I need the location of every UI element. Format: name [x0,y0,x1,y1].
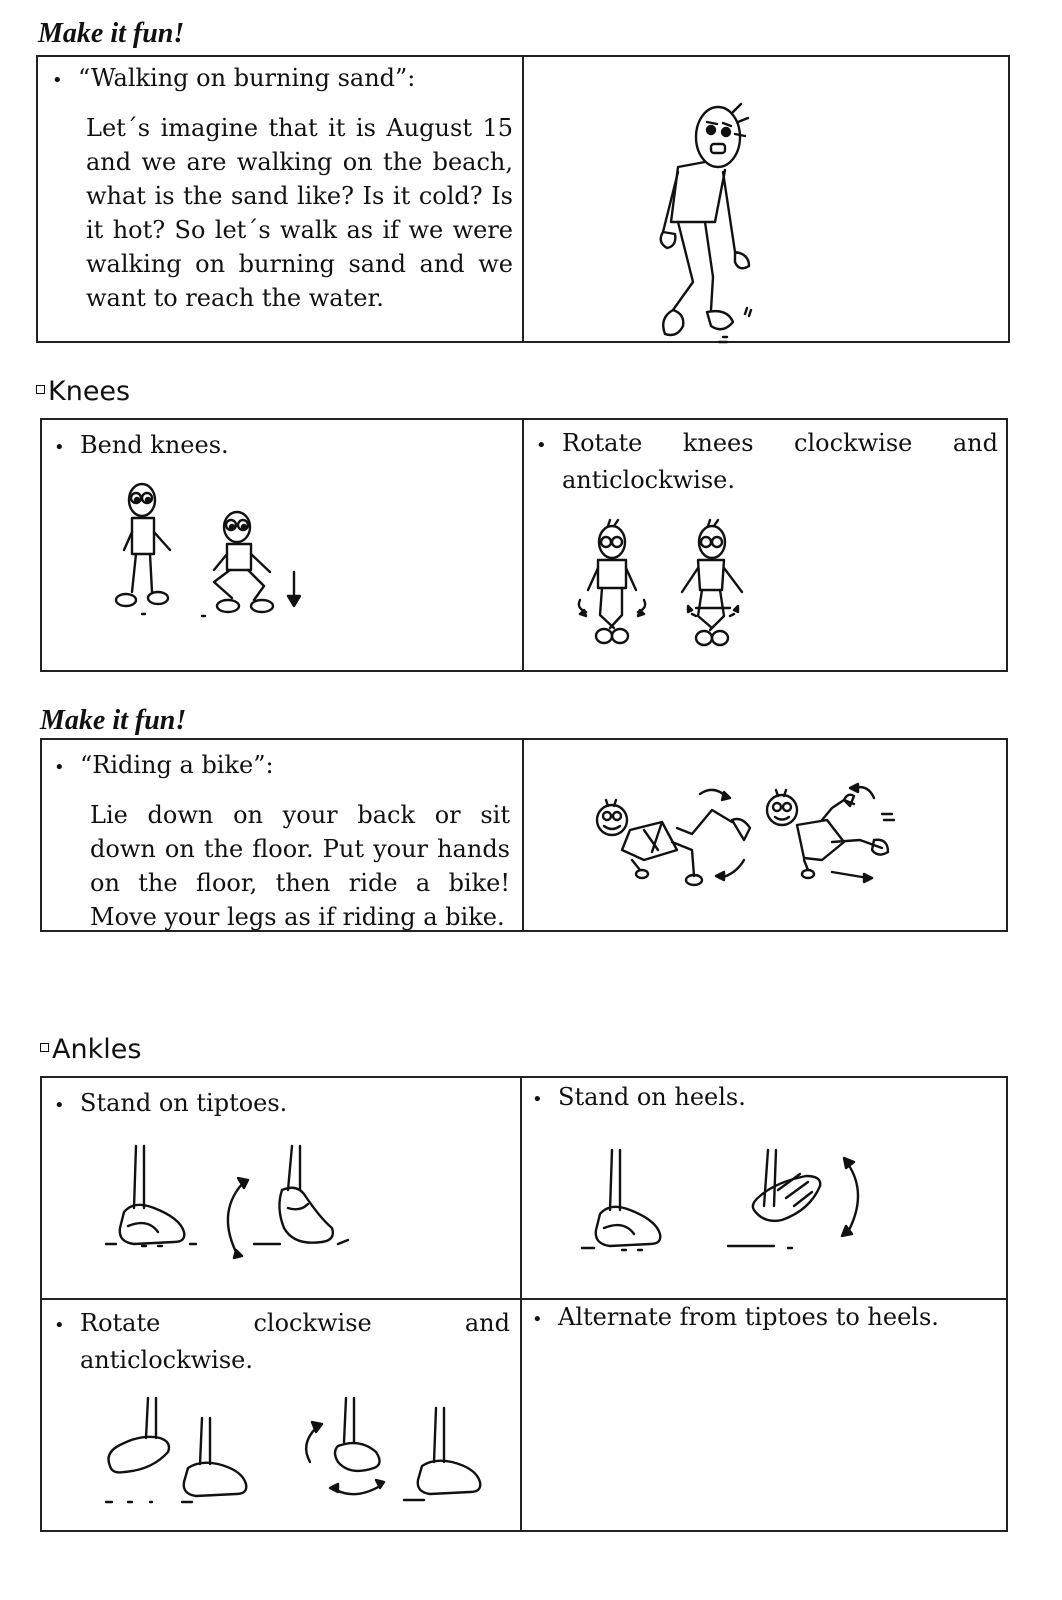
bullet: • [532,1089,543,1110]
section-marker-icon [40,1043,49,1052]
make-it-fun-heading-2: Make it fun! [40,705,187,736]
knees-section-heading [36,376,130,407]
rotate-ankles-illustration [102,1398,502,1518]
riding-bike-illustration [582,780,902,900]
tiptoes-text [54,1086,287,1123]
rotate-knees-illustration [572,520,772,660]
walking-figure-illustration [623,92,763,332]
rotate-knees-line1: Rotate knees clockwise and [562,429,998,457]
bend-knees-illustration [102,482,322,622]
rotate-ankles-text [54,1306,510,1377]
bullet: • [54,1315,65,1336]
bullet: • [54,757,65,778]
knees-box [40,418,1008,672]
rotate-ankles-line1: Rotate clockwise and [80,1309,510,1337]
ankles-section-heading [40,1034,141,1065]
rotate-ankles-line2: anticlockwise. [80,1346,254,1374]
burning-sand-box [36,55,1010,343]
column-divider [522,420,524,670]
column-divider [522,57,524,341]
ankles-box [40,1076,1008,1532]
bullet: • [52,70,63,91]
bend-knees-label: Bend knees. [80,431,229,459]
ankles-heading-text: Ankles [52,1034,142,1065]
section-marker-icon [36,385,45,394]
column-divider [522,740,524,930]
tiptoes-illustration [102,1146,362,1266]
riding-bike-box [40,738,1008,932]
heels-label: Stand on heels. [558,1083,746,1111]
burning-sand-title [52,61,415,98]
riding-bike-paragraph: Lie down on your back or sit down on the floor. Put your hands on the floor, then ride a bike! Move your legs as if riding a bike. [90,801,510,931]
burning-sand-title-text: “Walking on burning sand”: [78,64,416,92]
make-it-fun-heading-1: Make it fun! [38,18,185,49]
riding-bike-title [54,748,274,785]
alternate-label: Alternate from tiptoes to heels. [558,1303,939,1331]
alternate-text [532,1300,939,1337]
bullet: • [54,1095,65,1116]
knees-heading-text: Knees [48,376,131,407]
tiptoes-label: Stand on tiptoes. [80,1089,288,1117]
bend-knees-text [54,428,229,465]
bullet: • [54,437,65,458]
bullet: • [532,1309,543,1330]
riding-bike-title-text: “Riding a bike”: [80,751,274,779]
heels-text [532,1080,746,1117]
rotate-knees-text [536,426,998,497]
burning-sand-paragraph: Let´s imagine that it is August 15 and we are walking on the beach, what is the sand like? Is it cold? Is it hot? So let´s walk as if we were walking on burning sand and we want to reach the water. [86,114,513,312]
heels-illustration [582,1150,882,1270]
bullet: • [536,435,547,456]
column-divider [520,1078,522,1530]
rotate-knees-line2: anticlockwise. [562,466,736,494]
